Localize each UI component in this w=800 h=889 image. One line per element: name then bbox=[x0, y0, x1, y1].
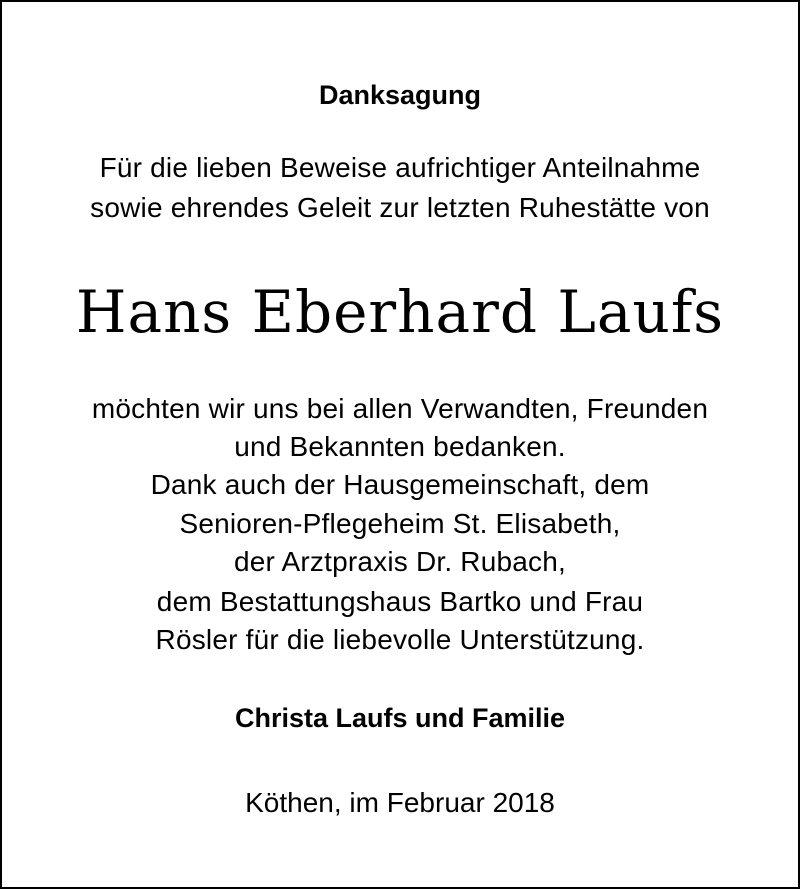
intro-line: sowie ehrendes Geleit zur letzten Ruhestätte von bbox=[90, 192, 710, 223]
signature: Christa Laufs und Familie bbox=[234, 703, 566, 733]
notice-heading: Danksagung bbox=[318, 80, 482, 110]
body-line: Senioren-Pflegeheim St. Elisabeth, bbox=[179, 508, 621, 539]
body-line: und Bekannten bedanken. bbox=[234, 431, 566, 462]
deceased-name: Hans Eberhard Laufs bbox=[75, 278, 725, 346]
intro-line: Für die lieben Beweise aufrichtiger Anteilnahme bbox=[99, 152, 701, 183]
body-line: möchten wir uns bei allen Verwandten, Freunden bbox=[91, 393, 709, 424]
body-line: Rösler für die liebevolle Unterstützung. bbox=[155, 624, 645, 655]
place-date: Köthen, im Februar 2018 bbox=[245, 787, 555, 818]
body-line: der Arztpraxis Dr. Rubach, bbox=[234, 546, 566, 577]
body-line: dem Bestattungshaus Bartko und Frau bbox=[156, 586, 644, 617]
body-line: Dank auch der Hausgemeinschaft, dem bbox=[150, 469, 650, 500]
